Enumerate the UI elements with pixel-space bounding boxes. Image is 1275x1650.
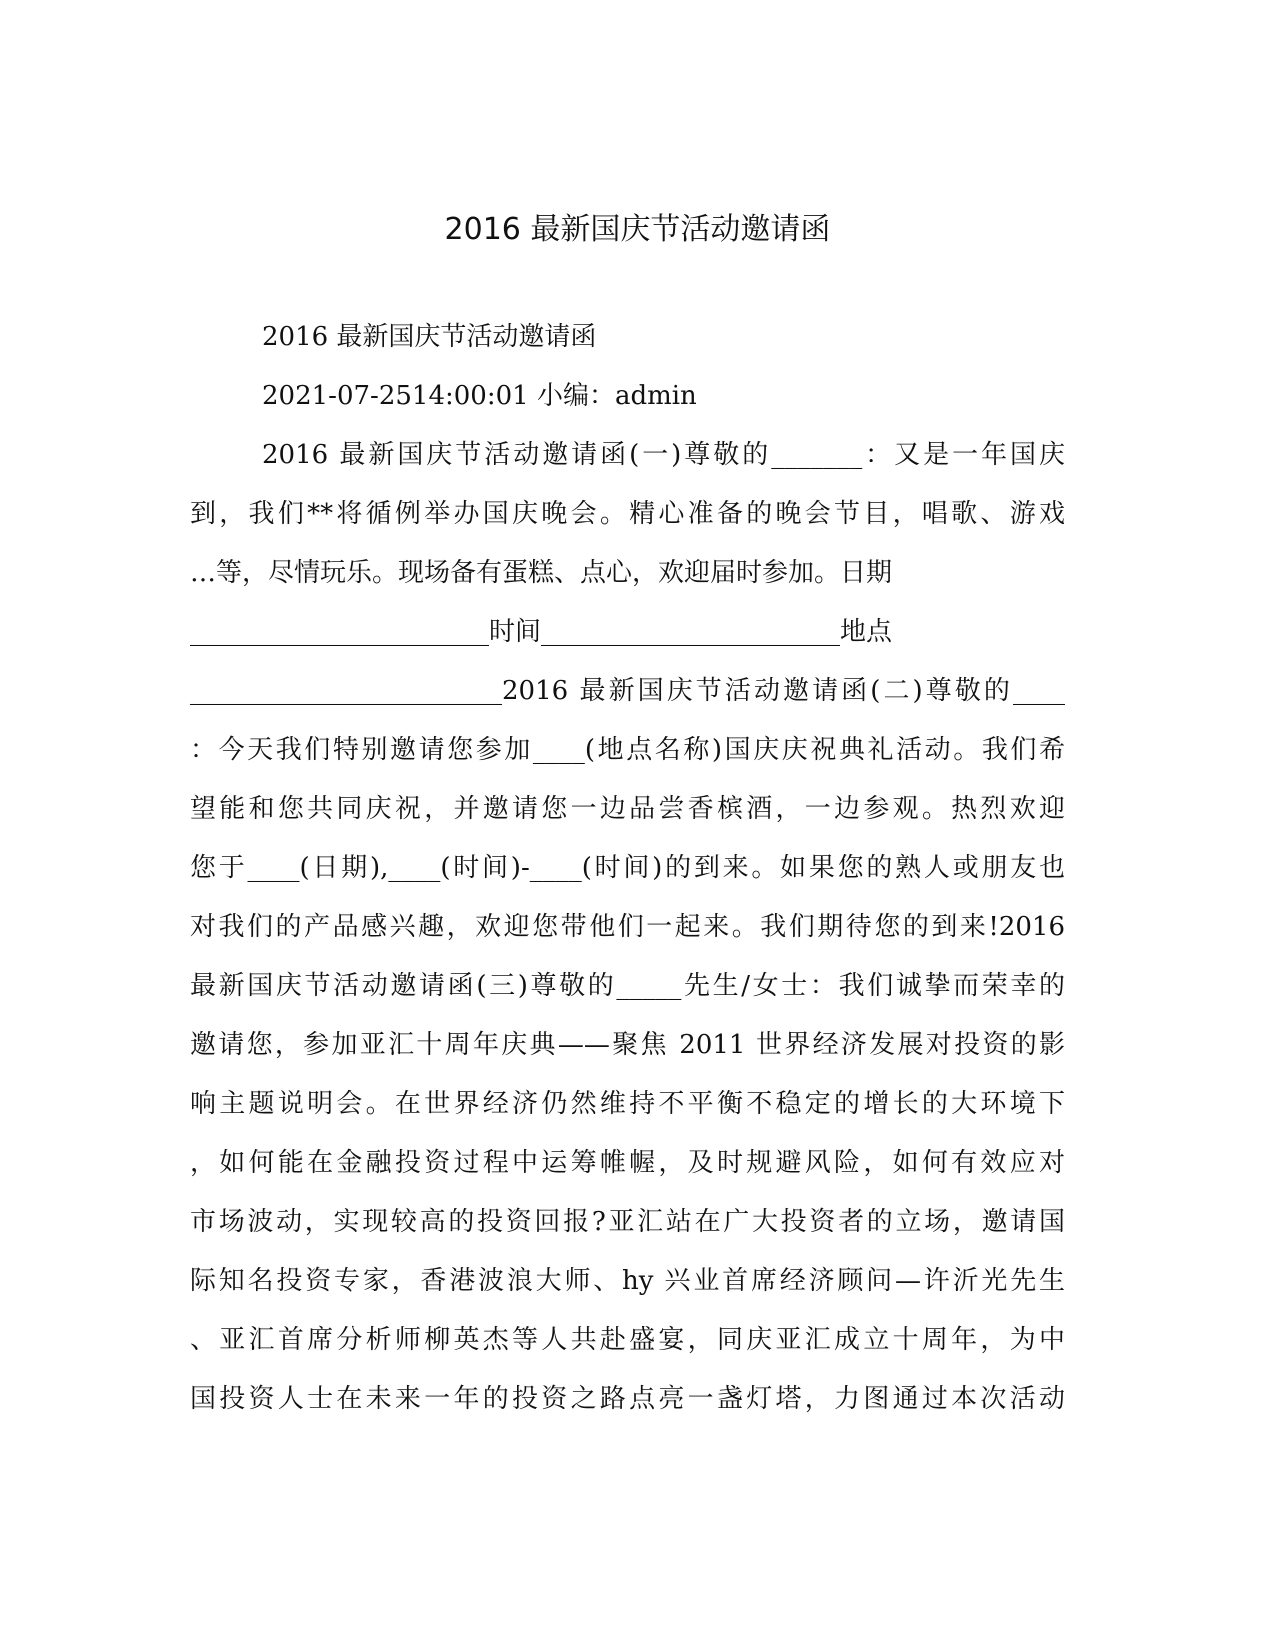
body-line: _______________________时间_______________________地点: [190, 617, 893, 647]
body-line: 您于____(日期),____(时间)-____(时间)的到来。如果您的熟人或朋友也: [190, 853, 1065, 883]
body-line: 市场波动，实现较高的投资回报?亚汇站在广大投资者的立场，邀请国: [190, 1207, 1065, 1237]
body-line: 对我们的产品感兴趣，欢迎您带他们一起来。我们期待您的到来!2016: [190, 912, 1065, 942]
body-line: 、亚汇首席分析师柳英杰等人共赴盛宴，同庆亚汇成立十周年，为中: [190, 1325, 1065, 1355]
body-line: 际知名投资专家，香港波浪大师、hy 兴业首席经济顾问—许沂光先生: [190, 1266, 1065, 1296]
body-line: ：今天我们特别邀请您参加____(地点名称)国庆庆祝典礼活动。我们希: [190, 735, 1065, 765]
body-line: 响主题说明会。在世界经济仍然维持不平衡不稳定的增长的大环境下: [190, 1089, 1065, 1119]
body-line: 到，我们**将循例举办国庆晚会。精心准备的晚会节目，唱歌、游戏: [190, 499, 1065, 529]
body-line: ，如何能在金融投资过程中运筹帷幄，及时规避风险，如何有效应对: [190, 1148, 1065, 1178]
body-line: 2016 最新国庆节活动邀请函(一)尊敬的_______：又是一年国庆: [262, 440, 1065, 470]
body-line: 望能和您共同庆祝，并邀请您一边品尝香槟酒，一边参观。热烈欢迎: [190, 794, 1065, 824]
article-meta: 2021-07-2514:00:01 小编：admin: [262, 381, 697, 411]
body-line: …等，尽情玩乐。现场备有蛋糕、点心，欢迎届时参加。日期: [190, 558, 893, 588]
document-title: 2016 最新国庆节活动邀请函: [444, 212, 831, 247]
body-line: 最新国庆节活动邀请函(三)尊敬的_____先生/女士：我们诚挚而荣幸的: [190, 971, 1065, 1001]
body-line: 国投资人士在未来一年的投资之路点亮一盏灯塔，力图通过本次活动: [190, 1384, 1065, 1414]
article-subtitle: 2016 最新国庆节活动邀请函: [262, 322, 597, 352]
body-line: 邀请您，参加亚汇十周年庆典——聚焦 2011 世界经济发展对投资的影: [190, 1030, 1065, 1060]
body-line: ________________________2016 最新国庆节活动邀请函(二)尊敬的____: [190, 676, 1065, 706]
